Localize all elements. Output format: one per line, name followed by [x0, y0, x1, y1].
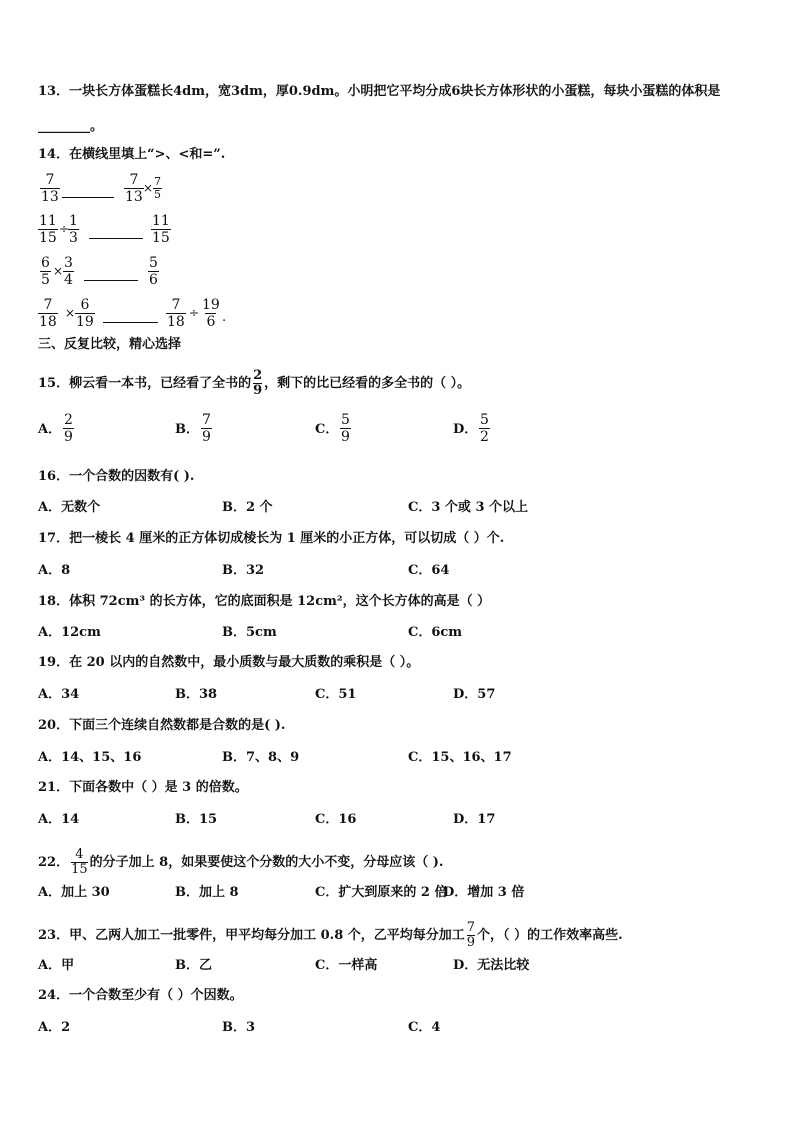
option-c[interactable]: C．51 [315, 687, 357, 702]
option-a[interactable]: A．2 [38, 1020, 71, 1035]
period: . [222, 310, 227, 325]
option-a[interactable]: A．12cm [38, 625, 101, 640]
question-22-text: 22． $\frac{4}{15}$ 的分子加上 8，如果要使这个分数的大小不变，分母应该（ ). [38, 847, 444, 877]
option-c[interactable]: C．3 个或 3 个以上 [408, 500, 529, 515]
question-24-text: 24．一个合数至少有（ ）个因数。 [38, 988, 243, 1003]
question-21-text: 21．下面各数中（ ）是 3 的倍数。 [38, 780, 248, 795]
fraction: $\frac{7}{18}$ [39, 297, 57, 330]
option-b[interactable]: B．15 [175, 812, 218, 827]
option-b[interactable]: B．加上 8 [175, 885, 239, 900]
fraction: $\frac{6}{19}$ [76, 297, 94, 330]
fraction: $\frac{3}{4}$ [64, 255, 73, 288]
fraction: $\frac{4}{15}$ [71, 847, 88, 877]
option-a[interactable]: A．34 [38, 687, 80, 702]
fraction: $\frac{5}{9}$ [341, 412, 350, 445]
fraction: $\frac{11}{15}$ [39, 213, 57, 246]
option-c[interactable]: C．64 [408, 563, 450, 578]
section-heading: 三、反复比较，精心选择 [38, 337, 182, 352]
fraction: $\frac{2}{9}$ [253, 368, 263, 398]
multiply-sign: × [143, 181, 154, 195]
fraction: $\frac{7}{9}$ [466, 920, 476, 950]
fraction: $\frac{6}{5}$ [41, 255, 50, 288]
option-b[interactable]: B．7、8、9 [222, 750, 300, 765]
option-a[interactable]: A．甲 [38, 958, 75, 973]
fraction: $\frac{7}{13}$ [41, 172, 59, 205]
divide-sign: ÷ [59, 222, 70, 236]
question-13-text: 13．一块长方体蛋糕长4dm，宽3dm，厚0.9dm。小明把它平均分成6块长方体形状的小蛋糕，每块小蛋糕的体积是 [38, 84, 721, 99]
option-c[interactable]: C． [315, 422, 339, 437]
option-d[interactable]: D．57 [453, 687, 496, 702]
option-c[interactable]: C．15、16、17 [408, 750, 512, 765]
option-a[interactable]: A．8 [38, 563, 71, 578]
question-17-text: 17．把一棱长 4 厘米的正方体切成棱长为 1 厘米的小正方体，可以切成（ ）个. [38, 531, 505, 546]
question-18-text: 18．体积 72cm³ 的长方体，它的底面积是 12cm²，这个长方体的高是（ ） [38, 594, 491, 609]
option-b[interactable]: B． [175, 422, 199, 437]
option-c[interactable]: C．扩大到原来的 2 倍 [315, 885, 448, 900]
fraction: $\frac{5}{2}$ [480, 412, 489, 445]
option-c[interactable]: C．4 [408, 1020, 441, 1035]
question-13-answer-blank[interactable]: ________。 [38, 119, 104, 134]
option-d[interactable]: D．无法比较 [453, 958, 530, 973]
multiply-sign: × [65, 306, 76, 320]
fraction: $\frac{7}{5}$ [154, 175, 161, 201]
option-a[interactable]: A．14、15、16 [38, 750, 142, 765]
option-b[interactable]: B．3 [222, 1020, 256, 1035]
question-20-text: 20．下面三个连续自然数都是合数的是( ). [38, 718, 286, 733]
option-a[interactable]: A． [38, 422, 62, 437]
fraction: $\frac{1}{3}$ [69, 213, 78, 246]
option-d[interactable]: D．增加 3 倍 [443, 885, 525, 900]
option-b[interactable]: B．32 [222, 563, 265, 578]
option-c[interactable]: C．16 [315, 812, 357, 827]
question-16-text: 16．一个合数的因数有( ). [38, 469, 195, 484]
option-c[interactable]: C．一样高 [315, 958, 378, 973]
multiply-sign: × [53, 264, 64, 278]
question-19-text: 19．在 20 以内的自然数中，最小质数与最大质数的乘积是（ ）。 [38, 655, 420, 670]
fraction: $\frac{2}{9}$ [64, 412, 73, 445]
option-b[interactable]: B．5cm [222, 625, 277, 640]
compare-blank-3[interactable] [84, 280, 138, 281]
fraction: $\frac{7}{18}$ [167, 297, 185, 330]
fraction: $\frac{7}{13}$ [125, 172, 143, 205]
option-a[interactable]: A．加上 30 [38, 885, 110, 900]
question-15-text: 15．柳云看一本书，已经看了全书的 $\frac{2}{9}$ ，剩下的比已经看的多全书的（ ）。 [38, 368, 471, 398]
question-23-text: 23．甲、乙两人加工一批零件，甲平均每分加工 0.8 个，乙平均每分加工 $\frac{7}{9}$ 个，（ ）的工作效率高些. [38, 920, 623, 950]
option-d[interactable]: D．17 [453, 812, 496, 827]
compare-blank-4[interactable] [103, 322, 158, 323]
fraction: $\frac{19}{6}$ [202, 297, 220, 330]
option-a[interactable]: A．无数个 [38, 500, 101, 515]
option-b[interactable]: B．乙 [175, 958, 212, 973]
fraction: $\frac{11}{15}$ [152, 213, 170, 246]
compare-blank-2[interactable] [89, 238, 143, 239]
compare-blank-1[interactable] [62, 197, 114, 198]
option-b[interactable]: B．38 [175, 687, 218, 702]
divide-sign: ÷ [189, 306, 200, 320]
option-c[interactable]: C．6cm [408, 625, 463, 640]
question-14-text: 14．在横线里填上“>、<和=”. [38, 147, 226, 162]
fraction: $\frac{7}{9}$ [202, 412, 211, 445]
option-a[interactable]: A．14 [38, 812, 80, 827]
fraction: $\frac{5}{6}$ [149, 255, 158, 288]
option-d[interactable]: D． [453, 422, 478, 437]
option-b[interactable]: B．2 个 [222, 500, 273, 515]
